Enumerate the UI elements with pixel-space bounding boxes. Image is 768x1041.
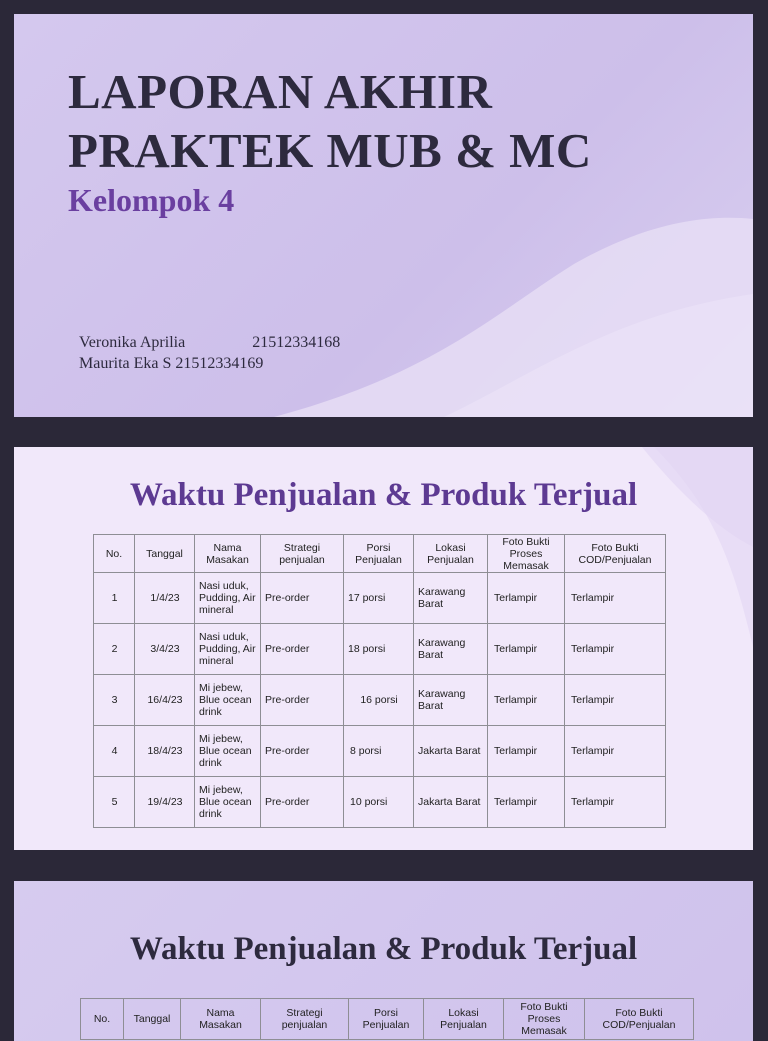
header-foto-cod: Foto Bukti COD/Penjualan bbox=[565, 535, 666, 573]
header-tanggal: Tanggal bbox=[124, 999, 181, 1040]
header-nama-masakan: Nama Masakan bbox=[181, 999, 261, 1040]
header-strategi: Strategi penjualan bbox=[261, 999, 349, 1040]
header-porsi: Porsi Penjualan bbox=[344, 535, 414, 573]
sales-table bbox=[93, 534, 666, 828]
member-row: Maurita Eka S 21512334169 bbox=[79, 355, 264, 372]
table-header-row bbox=[94, 535, 666, 573]
slide-title: Waktu Penjualan & Produk Terjual bbox=[129, 931, 638, 967]
header-strategi: Strategi penjualan bbox=[261, 535, 344, 573]
sales-table bbox=[80, 998, 694, 1040]
header-lokasi: Lokasi Penjualan bbox=[424, 999, 504, 1040]
slide-title: Waktu Penjualan & Produk Terjual bbox=[129, 477, 638, 513]
header-foto-cod: Foto Bukti COD/Penjualan bbox=[585, 999, 694, 1040]
table-row: 2 3/4/23 Nasi uduk, Pudding, Air mineral Pre-order 18 porsi Karawang Barat Terlampir Terlampir bbox=[94, 624, 666, 675]
table-header-row bbox=[81, 999, 694, 1040]
header-porsi: Porsi Penjualan bbox=[349, 999, 424, 1040]
header-nama-masakan: Nama Masakan bbox=[195, 535, 261, 573]
header-no: No. bbox=[81, 999, 124, 1040]
group-name: Kelompok 4 bbox=[68, 182, 235, 218]
header-foto-proses: Foto Bukti Proses Memasak bbox=[504, 999, 585, 1040]
header-lokasi: Lokasi Penjualan bbox=[414, 535, 488, 573]
table-row: 5 19/4/23 Mi jebew, Blue ocean drink Pre-order 10 porsi Jakarta Barat Terlampir Terlampir bbox=[94, 777, 666, 828]
title-slide bbox=[14, 14, 753, 417]
table-row: 1 1/4/23 Nasi uduk, Pudding, Air mineral Pre-order 17 porsi Karawang Barat Terlampir Terlampir bbox=[94, 573, 666, 624]
table-row: 4 18/4/23 Mi jebew, Blue ocean drink Pre-order 8 porsi Jakarta Barat Terlampir Terlampir bbox=[94, 726, 666, 777]
report-title: LAPORAN AKHIR PRAKTEK MUB & MC bbox=[68, 64, 592, 178]
header-no: No. bbox=[94, 535, 135, 573]
member-list bbox=[79, 332, 340, 374]
header-foto-proses: Foto Bukti Proses Memasak bbox=[488, 535, 565, 573]
member-row: Veronika Aprilia 21512334168 bbox=[79, 334, 341, 351]
sales-slide-continued bbox=[14, 881, 753, 1041]
sales-slide bbox=[14, 447, 753, 850]
table-row: 3 16/4/23 Mi jebew, Blue ocean drink Pre-order 16 porsi Karawang Barat Terlampir Terlampir bbox=[94, 675, 666, 726]
header-tanggal: Tanggal bbox=[135, 535, 195, 573]
